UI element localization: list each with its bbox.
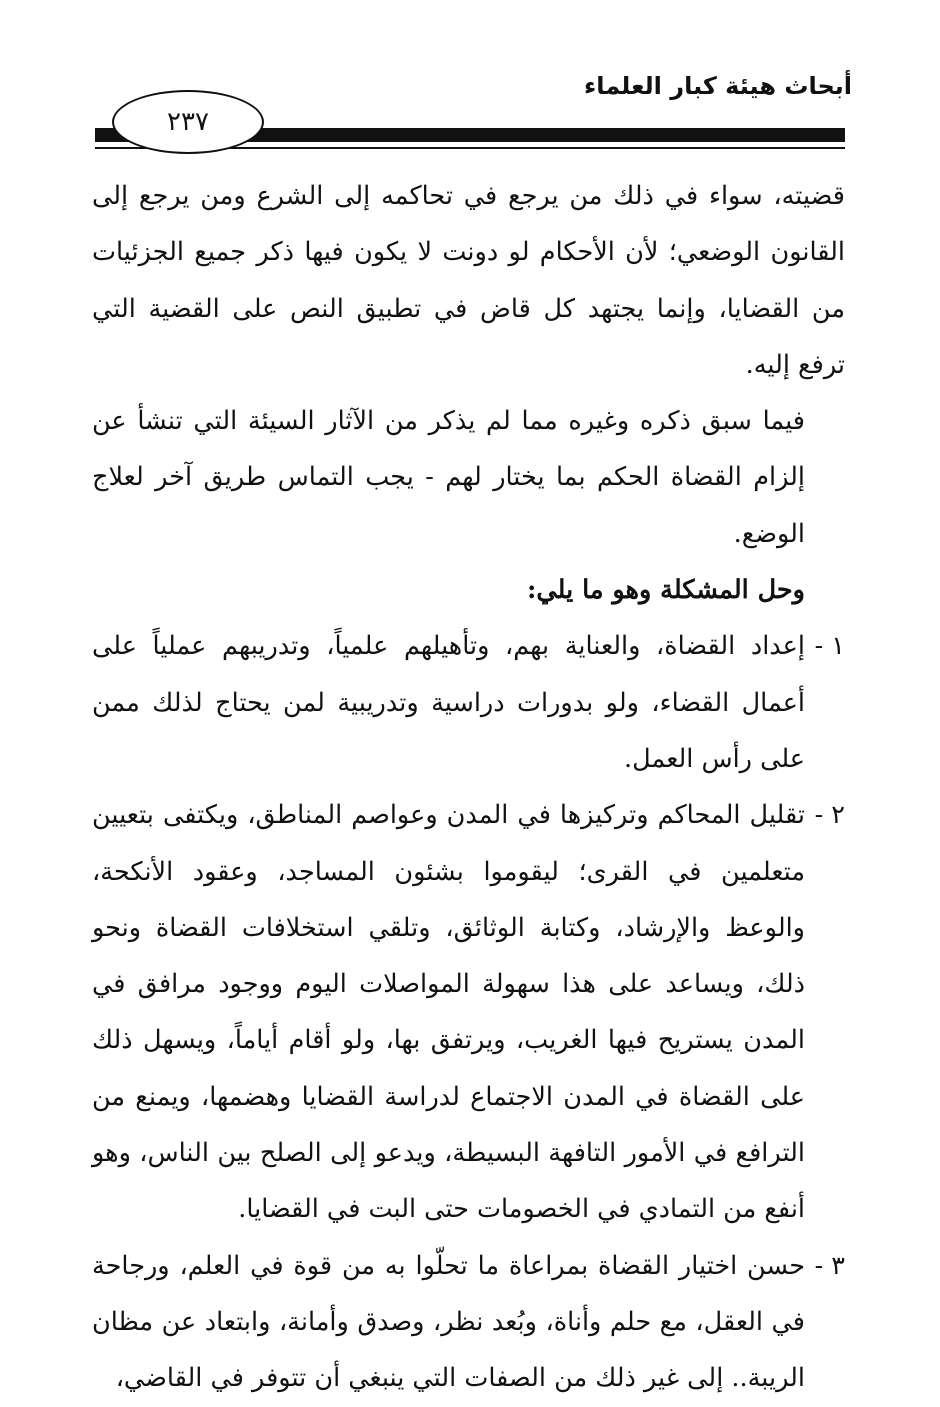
page-number-badge <box>112 90 264 154</box>
list-item-text: إعداد القضاة، والعناية بهم، وتأهيلهم علمياً، وتدريبهم عملياً على أعمال القضاء، ولو بدورات دراسية وتدريبية لمن يحتاج لذلك ممن على رأس العمل. <box>92 631 805 774</box>
page-number: ٢٣٧ <box>167 107 209 137</box>
list-item-text: حسن اختيار القضاة بمراعاة ما تحلّوا به من قوة في العلم، ورجاحة في العقل، مع حلم وأناة، وبُعد نظر، وصدق وأمانة، وابتعاد عن مظان الريبة.. إلى غير ذلك من الصفات التي ينبغي أن تتوفر في القاضي، <box>92 1250 805 1394</box>
continuation-paragraph: قضيته، سواء في ذلك من يرجع في تحاكمه إلى الشرع ومن يرجع إلى القانون الوضعي؛ لأن الأحكام لو دونت لا يكون فيها ذكر جميع الجزئيات من القضايا، وإنما يجتهد كل قاض في تطبيق النص على القضية التي ترفع إليه. <box>92 181 845 380</box>
summary-paragraph: فيما سبق ذكره وغيره مما لم يذكر من الآثار السيئة التي تنشأ عن إلزام القضاة الحكم بما يختار لهم - يجب التماس طريق آخر لعلاج الوضع. <box>92 406 805 549</box>
list-item-number: ١ - <box>814 631 845 662</box>
list-item <box>92 787 845 1237</box>
book-title: أبحاث هيئة كبار العلماء <box>583 72 852 100</box>
solution-heading: وحل المشكلة وهو ما يلي: <box>526 575 805 606</box>
page-body <box>92 168 845 1407</box>
list-item-text: تقليل المحاكم وتركيزها في المدن وعواصم المناطق، ويكتفى بتعيين متعلمين في القرى؛ ليقوموا بشئون المساجد، وعقود الأنكحة، والوعظ والإرشاد، وكتابة الوثائق، وتلقي استخلافات القضاة ونحو ذلك، ويساعد على هذا سهولة المواصلات اليوم ووجود مرافق في المدن يستريح فيها الغريب، ويرتفق بها، ولو أقام أياماً، ويسهل ذلك على القضاة في المدن الاجتماع لدراسة القضايا وهضمها، ويمنع من الترافع في الأمور التافهة البسيطة، ويدعو إلى الصلح بين الناس، وهو أنفع من التمادي في الخصومات حتى البت في القضايا. <box>92 800 805 1225</box>
list-item-number: ٣ - <box>814 1250 845 1281</box>
list-item <box>92 618 845 787</box>
list-item <box>92 1238 845 1407</box>
list-item-number: ٢ - <box>814 800 845 831</box>
